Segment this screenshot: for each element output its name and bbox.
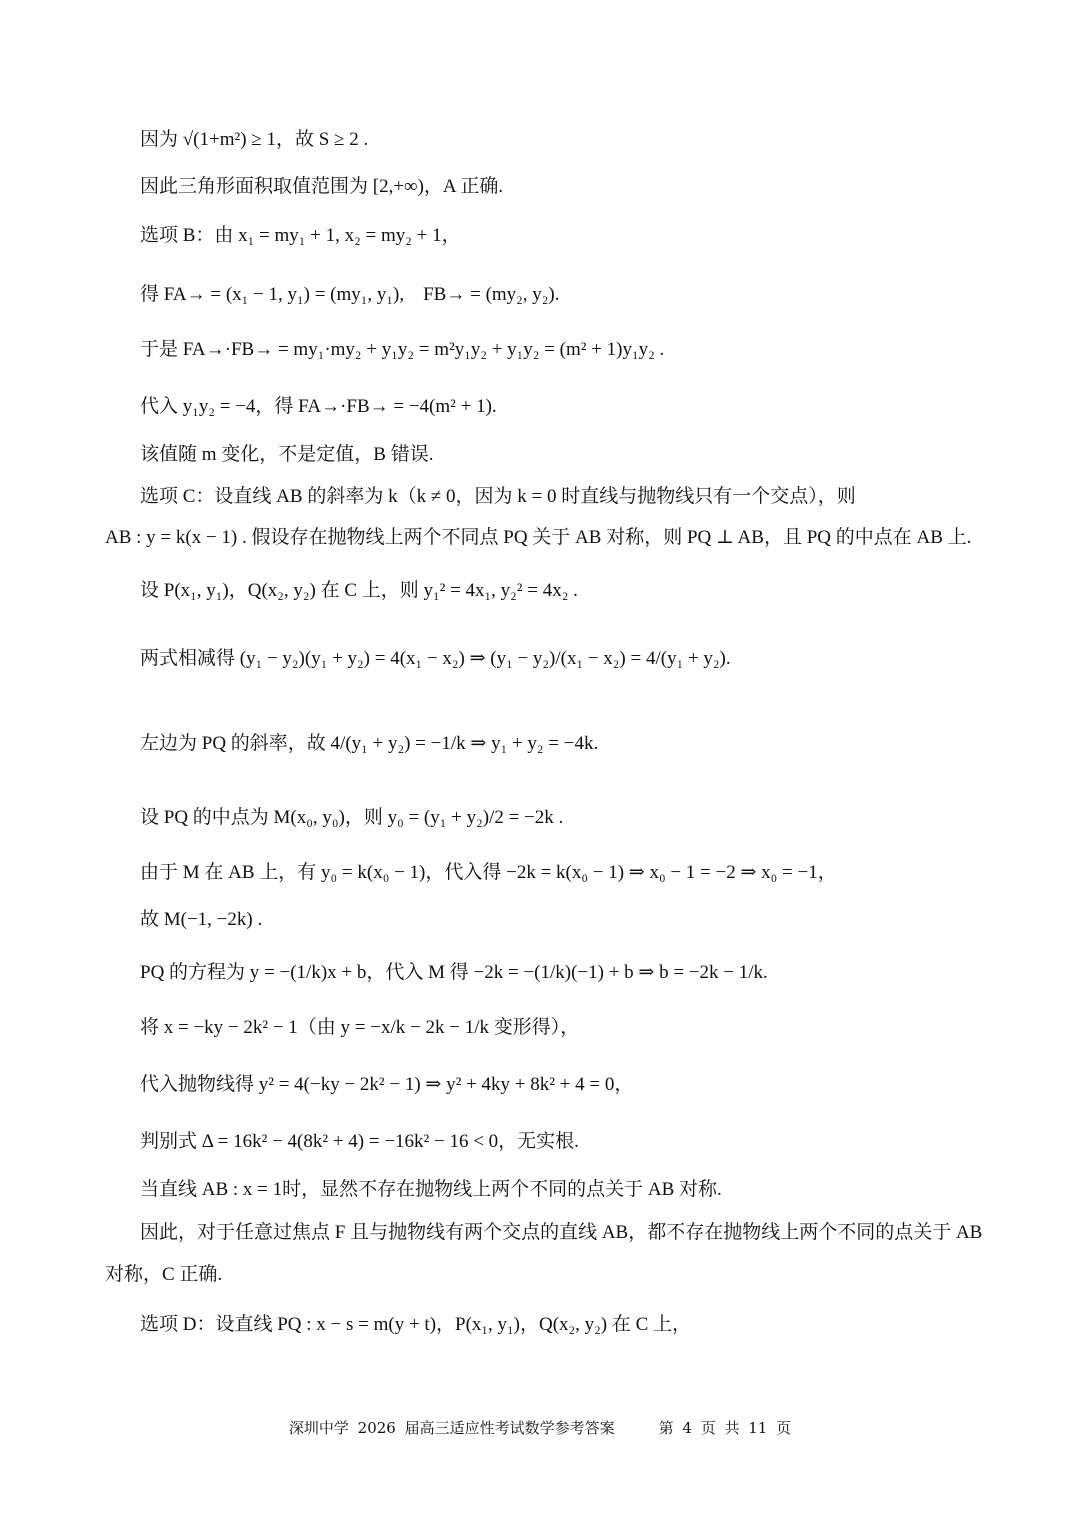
text-line-8: 选项 C：设直线 AB 的斜率为 k（k ≠ 0，因为 k = 0 时直线与抛物线只有一个交点），则	[140, 486, 856, 507]
text-line-15: 故 M(−1, −2k) .	[140, 909, 263, 930]
text-line-22: 对称，C 正确.	[105, 1264, 223, 1285]
text-line-20: 当直线 AB : x = 1时，显然不存在抛物线上两个不同的点关于 AB 对称.	[140, 1179, 722, 1200]
text-line-23: 选项 D：设直线 PQ : x − s = m(y + t)，P(x₁, y₁)，Q(x₂, y₂) 在 C 上，	[140, 1314, 692, 1335]
text-line-4: 得 FA→ = (x₁ − 1, y₁) = (my₁, y₁), FB→ = (my₂, y₂).	[140, 284, 560, 305]
text-line-21: 因此，对于任意过焦点 F 且与抛物线有两个交点的直线 AB，都不存在抛物线上两个不同的点关于 AB	[140, 1222, 983, 1243]
text-line-2: 因此三角形面积取值范围为 [2,+∞)，A 正确.	[140, 176, 504, 197]
text-line-11: 两式相减得 (y₁ − y₂)(y₁ + y₂) = 4(x₁ − x₂) ⇒ (y₁ − y₂)/(x₁ − x₂) = 4/(y₁ + y₂).	[140, 648, 731, 669]
text-line-19: 判别式 Δ = 16k² − 4(8k² + 4) = −16k² − 16 < 0，无实根.	[140, 1131, 579, 1152]
text-line-7: 该值随 m 变化，不是定值，B 错误.	[140, 444, 434, 465]
text-line-17: 将 x = −ky − 2k² − 1（由 y = −x/k − 2k − 1/k 变形得），	[140, 1017, 580, 1038]
text-line-3: 选项 B：由 x₁ = my₁ + 1, x₂ = my₂ + 1，	[140, 225, 461, 246]
footer-title: 深圳中学 2026 届高三适应性考试数学参考答案	[288, 1419, 615, 1437]
text-line-18: 代入抛物线得 y² = 4(−ky − 2k² − 1) ⇒ y² + 4ky + 8k² + 4 = 0，	[140, 1074, 634, 1095]
text-line-9: AB : y = k(x − 1) . 假设存在抛物线上两个不同点 PQ 关于 AB 对称，则 PQ ⊥ AB，且 PQ 的中点在 AB 上.	[105, 527, 972, 548]
text-line-6: 代入 y₁y₂ = −4，得 FA→·FB→ = −4(m² + 1).	[140, 396, 497, 417]
page-footer	[0, 1417, 1080, 1438]
footer-page-number: 第 4 页 共 11 页	[658, 1419, 792, 1437]
text-line-16: PQ 的方程为 y = −(1/k)x + b，代入 M 得 −2k = −(1/k)(−1) + b ⇒ b = −2k − 1/k.	[140, 962, 768, 983]
text-line-1: 因为 √(1+m²) ≥ 1，故 S ≥ 2 .	[140, 129, 369, 150]
text-line-14: 由于 M 在 AB 上，有 y₀ = k(x₀ − 1)，代入得 −2k = k(x₀ − 1) ⇒ x₀ − 1 = −2 ⇒ x₀ = −1，	[140, 862, 837, 883]
text-line-10: 设 P(x₁, y₁)，Q(x₂, y₂) 在 C 上，则 y₁² = 4x₁, y₂² = 4x₂ .	[140, 580, 578, 601]
text-line-13: 设 PQ 的中点为 M(x₀, y₀)，则 y₀ = (y₁ + y₂)/2 = −2k .	[140, 807, 564, 828]
text-line-12: 左边为 PQ 的斜率，故 4/(y₁ + y₂) = −1/k ⇒ y₁ + y₂ = −4k.	[140, 733, 599, 754]
text-line-5: 于是 FA→·FB→ = my₁·my₂ + y₁y₂ = m²y₁y₂ + y₁y₂ = (m² + 1)y₁y₂ .	[140, 339, 665, 360]
